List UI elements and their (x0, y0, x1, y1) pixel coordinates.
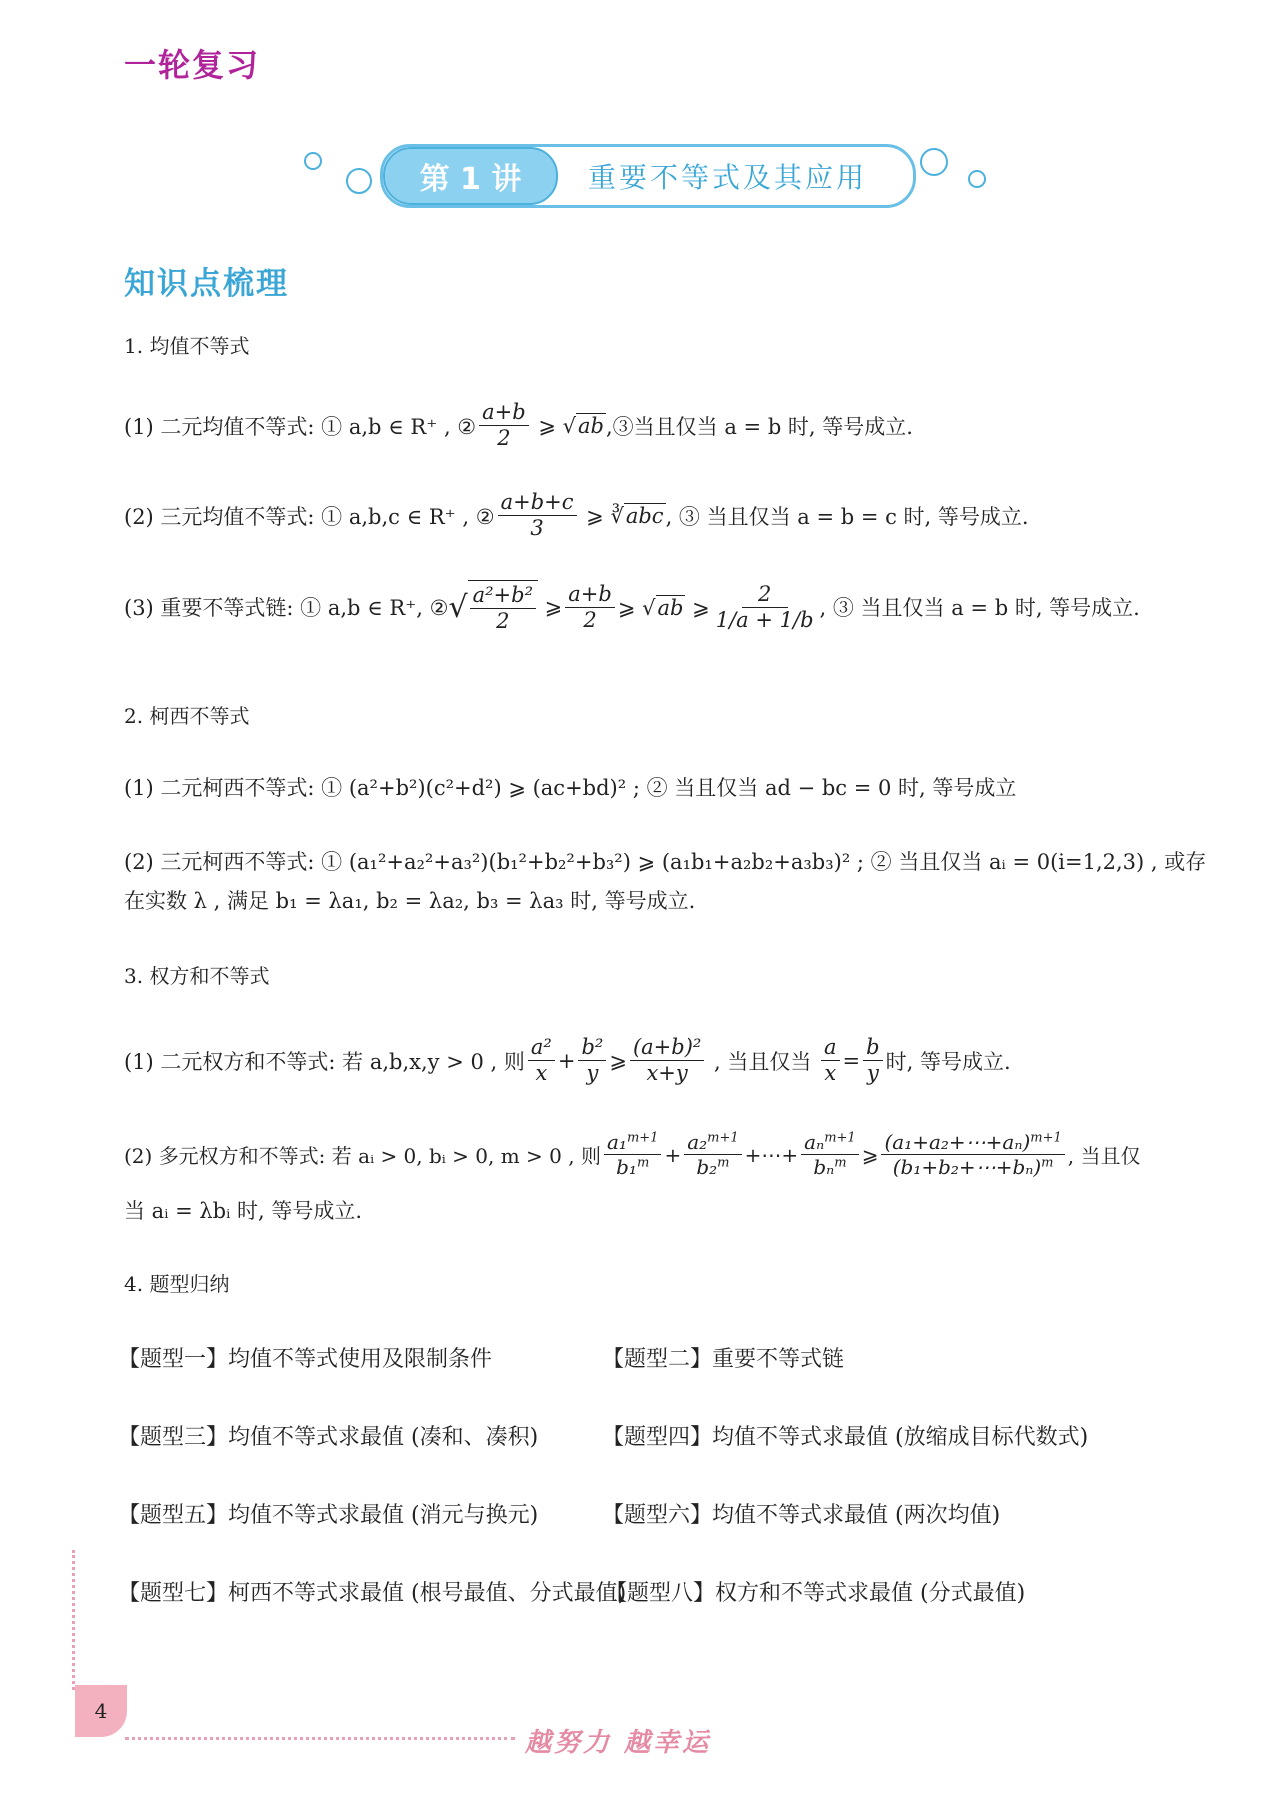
type-item: 【题型八】权方和不等式求最值 (分式最值) (605, 1581, 1026, 1606)
type-item: 【题型七】柯西不等式求最值 (根号最值、分式最值) (118, 1581, 627, 1606)
decor-dots (125, 1737, 515, 1740)
s3-l2-pre: (2) 多元权方和不等式: 若 aᵢ > 0, bᵢ > 0, m > 0 , 则 (124, 1144, 601, 1168)
s1-l2-post: , ③ 当且仅当 a = b = c 时, 等号成立. (665, 504, 1029, 529)
formula-frac: $\frac{a+b}{2}$ (479, 400, 529, 451)
s3-title: 3. 权方和不等式 (124, 964, 270, 988)
decor-circle (968, 170, 986, 188)
lecture-topic: 重要不等式及其应用 (588, 161, 868, 194)
type-item: 【题型二】重要不等式链 (602, 1347, 845, 1372)
banner-pill (380, 144, 916, 208)
formula-geq: ⩾ √ab (531, 414, 604, 439)
s3-l1-pre: (1) 二元权方和不等式: 若 a,b,x,y > 0 , 则 (124, 1049, 525, 1074)
s3-line2b: 当 aᵢ = λbᵢ 时, 等号成立. (124, 1199, 363, 1223)
type-item: 【题型一】均值不等式使用及限制条件 (118, 1347, 493, 1372)
series-label: 一轮复习 (124, 46, 261, 84)
s1-line2 (124, 490, 1029, 541)
formula-frac: $\frac{a+b+c}{3}$ (498, 490, 577, 541)
s2-line1: (1) 二元柯西不等式: ① (a²+b²)(c²+d²) ⩾ (ac+bd)² ; ② 当且仅当 ad − bc = 0 时, 等号成立 (124, 776, 1017, 800)
formula-geq: ⩾ ∛abc (579, 504, 664, 529)
type-item: 【题型三】均值不等式求最值 (凑和、凑积) (118, 1425, 539, 1450)
formula-frac: $\frac{a+b}{2}$ (565, 582, 615, 633)
s3-line2: (2) 多元权方和不等式: 若 aᵢ > 0, bᵢ > 0, m > 0 , 则 $\frac{a_1^{m+1}}{b_1^m}$ + $\frac{a_2^{m+1}}{b_2^m}$ +⋯+ $\frac{a_n^{m+1}}{b_n^m}$ ⩾ $\frac{(a_1+a_2+\cdots+a_n)^{m+1}}{(b_1+b_2+\cdots+b_n)^m}$ , 当且仅 (124, 1130, 1141, 1179)
lecture-banner (300, 138, 1000, 218)
s1-line3: (3) 重要不等式链: ① a,b ∈ R⁺, ② √ $\frac{\text{a²+b²}}{2}$ ⩾ $\frac{a+b}{2}$ ⩾ √ab ⩾ $\frac{2}{1/a + 1/b}$ , ③ 当且仅当 a = b 时, 等号成立. (124, 581, 1140, 634)
decor-dots (72, 1550, 75, 1690)
s3-line1: (1) 二元权方和不等式: 若 a,b,x,y > 0 , 则 $\frac{\text{a²}}{x}$ + $\frac{\text{b²}}{y}$ ⩾ $\frac{\text{(a+b)²}}{x+y}$ , 当且仅当 $\frac{a}{x}$ = $\frac{b}{y}$ 时, 等号成立. (124, 1035, 1011, 1086)
formula-frac: $\frac{2}{1/a + 1/b}$ (715, 581, 814, 632)
decor-circle (304, 152, 322, 170)
s1-l3-post: , ③ 当且仅当 a = b 时, 等号成立. (819, 596, 1140, 621)
type-item: 【题型五】均值不等式求最值 (消元与换元) (118, 1503, 539, 1528)
s1-l2-pre: (2) 三元均值不等式: ① a,b,c ∈ R⁺ , ② (124, 504, 495, 529)
type-item: 【题型四】均值不等式求最值 (放缩成目标代数式) (602, 1425, 1089, 1450)
s1-l1-pre: (1) 二元均值不等式: ① a,b ∈ R⁺ , ② (124, 414, 477, 439)
s3-l2-post: , 当且仅 (1067, 1144, 1141, 1168)
formula-sqrt: √ (448, 589, 468, 625)
s1-l1-post: ,③当且仅当 a = b 时, 等号成立. (606, 414, 913, 439)
section-title: 知识点梳理 (124, 266, 289, 302)
s1-line1 (124, 400, 913, 451)
s3-l1-post: 时, 等号成立. (885, 1049, 1011, 1074)
decor-circle (346, 168, 372, 194)
type-item: 【题型六】均值不等式求最值 (两次均值) (602, 1503, 1001, 1528)
s2-line2a: (2) 三元柯西不等式: ① (a₁²+a₂²+a₃²)(b₁²+b₂²+b₃²) ⩾ (a₁b₁+a₂b₂+a₃b₃)² ; ② 当且仅当 aᵢ = 0(i=1,2,3) , 或存 (124, 850, 1207, 874)
footer-slogan: 越努力 越幸运 (525, 1728, 712, 1758)
s1-title: 1. 均值不等式 (124, 334, 250, 358)
lecture-number: 第 1 讲 (383, 147, 558, 205)
s1-l3-pre: (3) 重要不等式链: ① a,b ∈ R⁺, ② (124, 596, 449, 621)
s2-line2b: 在实数 λ , 满足 b₁ = λa₁, b₂ = λa₂, b₃ = λa₃ 时, 等号成立. (124, 889, 696, 913)
decor-circle (920, 148, 948, 176)
s4-title: 4. 题型归纳 (124, 1272, 230, 1296)
page-number: 4 (75, 1685, 127, 1737)
s2-title: 2. 柯西不等式 (124, 704, 250, 728)
